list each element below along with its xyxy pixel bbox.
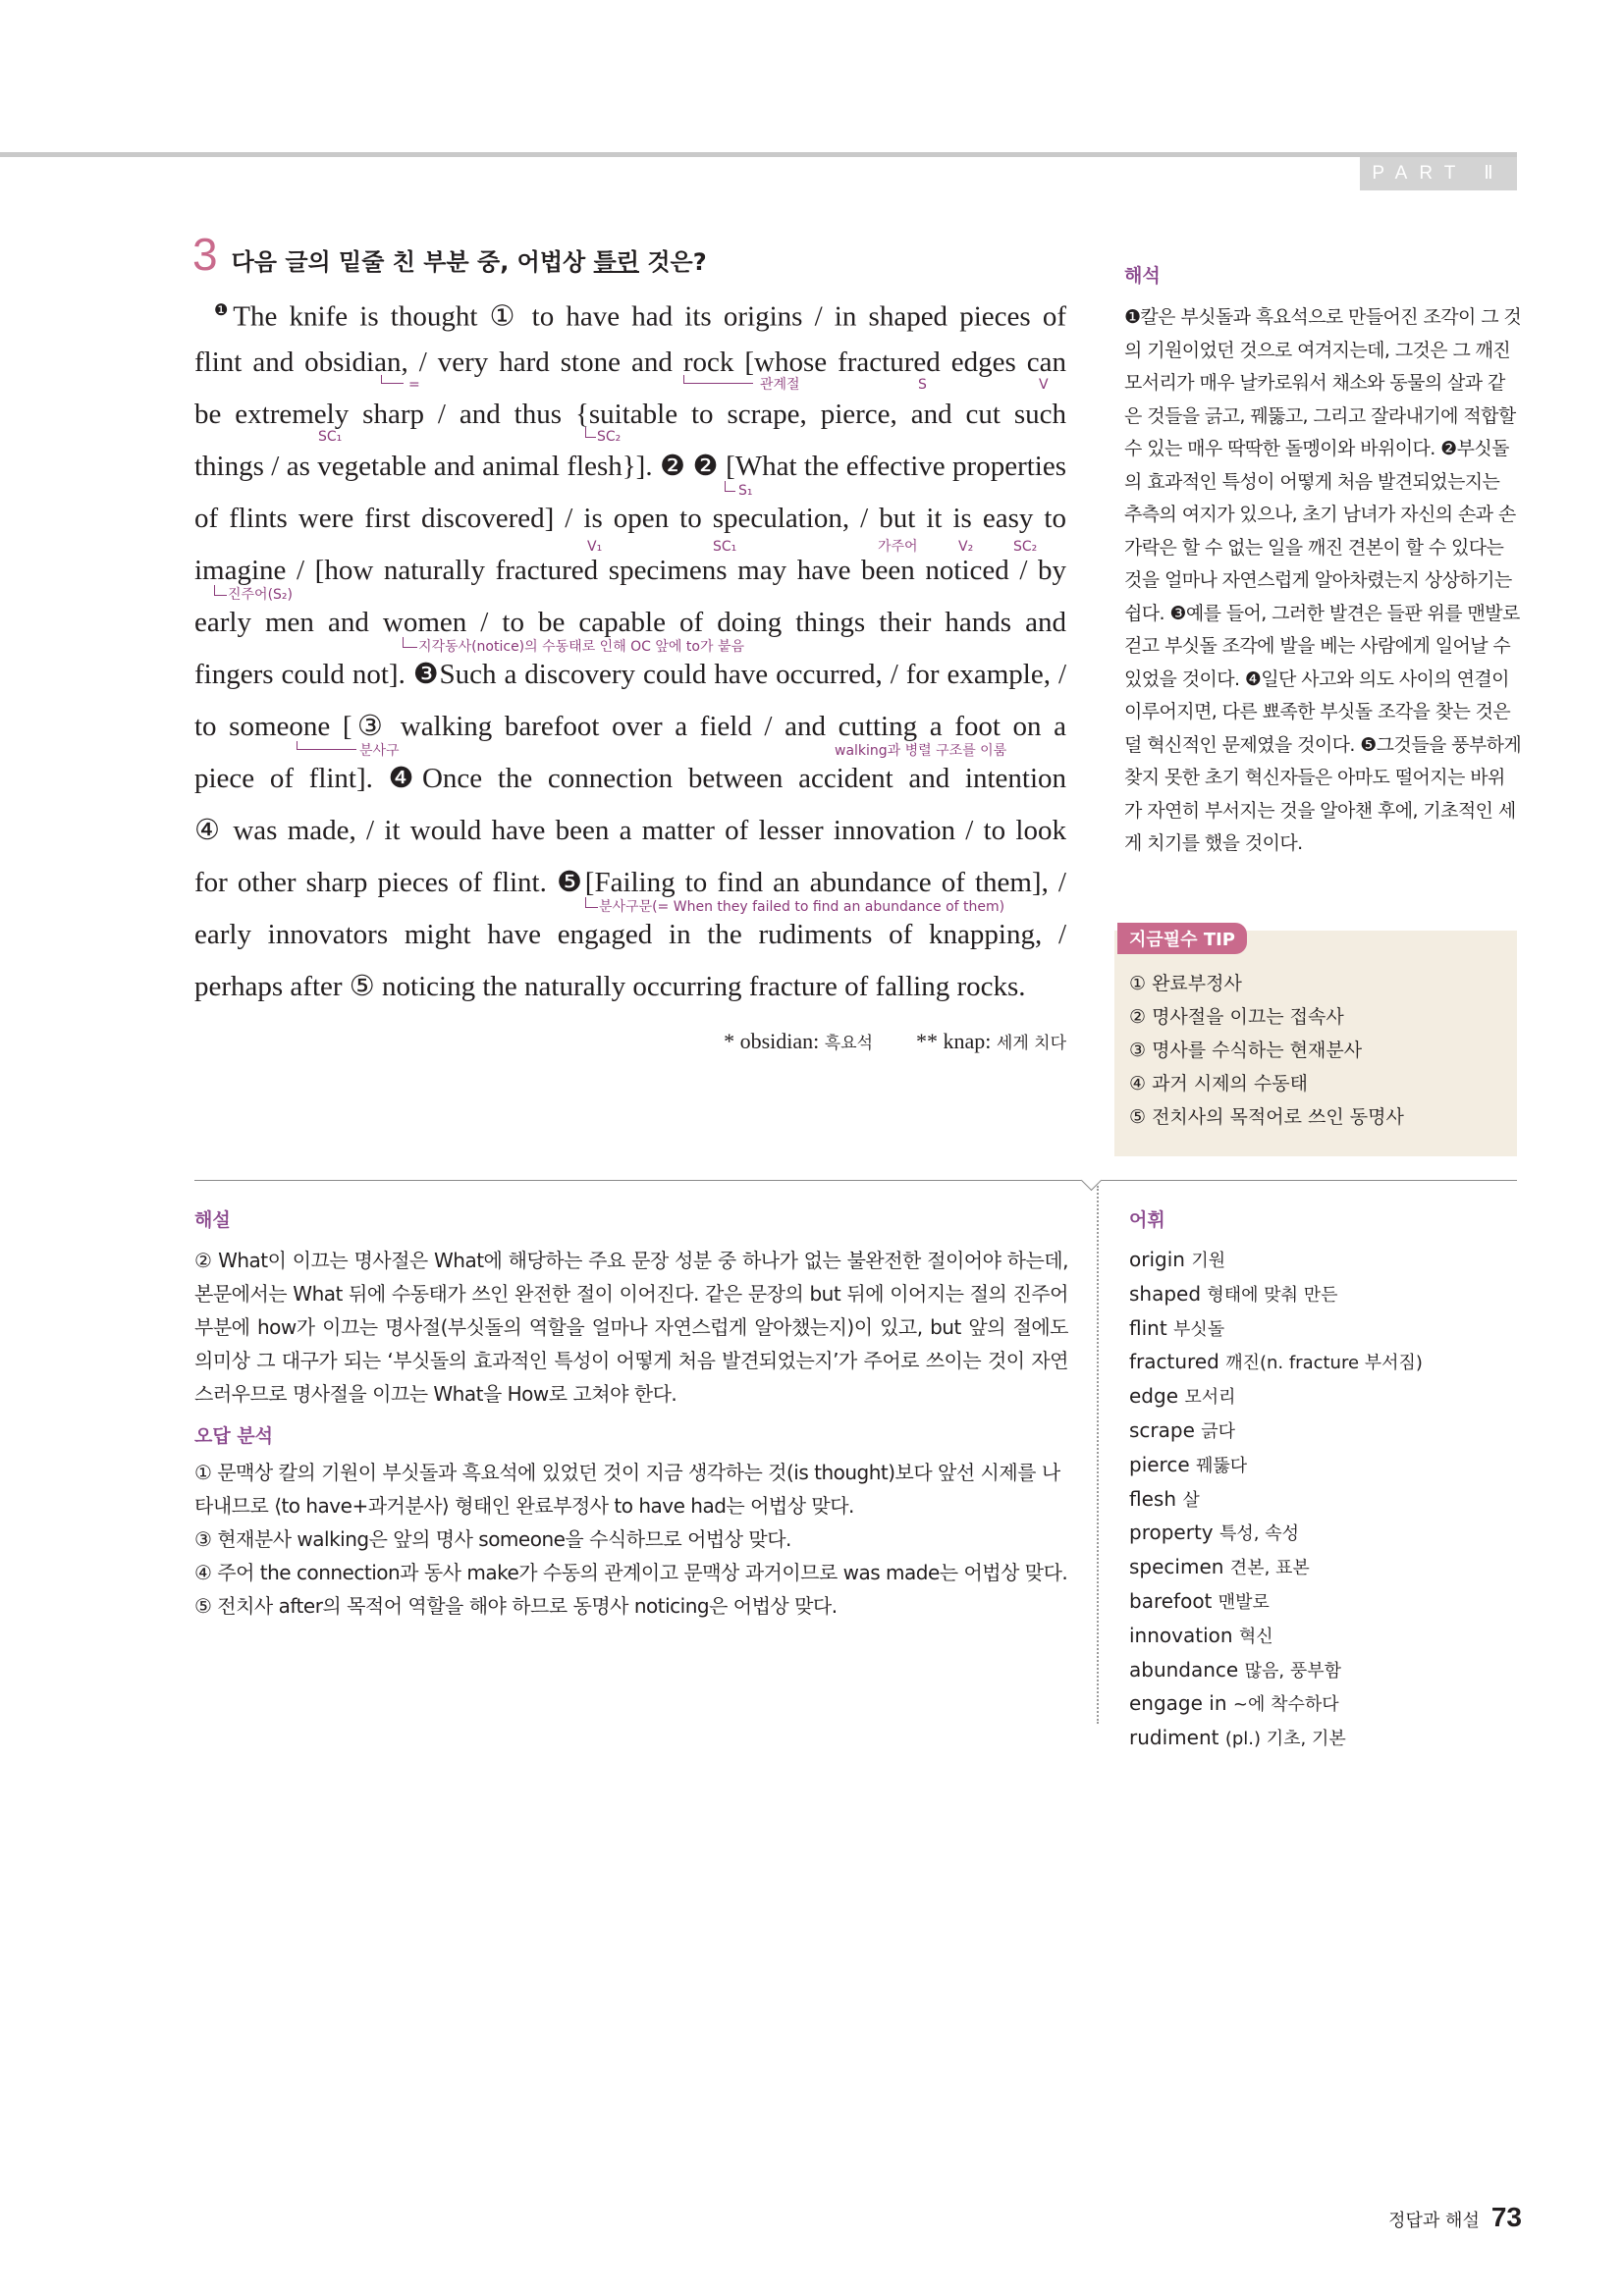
vocab-item: innovation 혁신	[1129, 1623, 1273, 1647]
passage-line-9: to someone [③ walking barefoot over a field / and cutting a foot on a	[194, 711, 1066, 742]
wrong-answers-label: 오답 분석	[194, 1425, 274, 1447]
wrong-answer-item: ③ 현재분사 walking은 앞의 명사 someone을 수식하므로 어법상 맞다.	[194, 1527, 791, 1551]
annotation-fake-subject: 가주어	[878, 539, 918, 555]
annotation-sc1b: SC₁	[713, 539, 737, 555]
passage-line-7: early men and women / to be capable of doing things their hands and	[194, 607, 1066, 638]
wrong-answer-item: ① 문맥상 칼의 기원이 부싯돌과 흑요석에 있었던 것이 지금 생각하는 것(is thought)보다 앞선 시제를 나타내므로 ⟨to have+과거분사⟩ 형태인 완료부정사 to have had는 어법상 맞다.	[194, 1461, 1060, 1518]
footer-label: 정답과 해설	[1388, 2211, 1480, 2231]
vocab-item: flint 부싯돌	[1129, 1315, 1225, 1340]
annotation-bracket	[381, 375, 404, 384]
vocab-item: specimen 견본, 표본	[1129, 1555, 1310, 1579]
part-tab: PART Ⅱ	[1360, 157, 1517, 190]
wrong-answers-section	[194, 1421, 1068, 1623]
passage-line-10: piece of flint]. ❹Once the connection between accident and intention	[194, 763, 1066, 794]
wrong-answer-item: ④ 주어 the connection과 동사 make가 수동의 관계이고 문맥상 과거이므로 was made는 어법상 맞다.	[194, 1561, 1068, 1584]
passage-line-12: for other sharp pieces of flint. ❺[Failing to find an abundance of them], /	[194, 867, 1066, 898]
tip-item: ④ 과거 시제의 수동태	[1129, 1073, 1308, 1095]
annotation-v2: V₂	[958, 539, 974, 555]
passage-line-13: early innovators might have engaged in the rudiments of knapping, /	[194, 919, 1066, 950]
passage-line-6: imagine / [how naturally fractured specimens may have been noticed / by	[194, 555, 1066, 586]
translation-section	[1124, 261, 1522, 861]
annotation-real-subject: 진주어(S₂)	[228, 587, 293, 603]
annotation-sc2b: SC₂	[1013, 539, 1038, 555]
translation-label: 해석	[1124, 265, 1161, 287]
annotation-s: S	[918, 377, 927, 393]
passage-line-5: of flints were first discovered] / is open to speculation, / but it is easy to	[194, 503, 1066, 534]
annotation-s1: S₁	[738, 483, 753, 499]
vocab-item: barefoot 맨발로	[1129, 1588, 1270, 1613]
tip-item: ⑤ 전치사의 목적어로 쓰인 동명사	[1129, 1106, 1404, 1128]
vocab-item: scrape 긁다	[1129, 1417, 1236, 1442]
annotation-equal: =	[408, 377, 420, 393]
wrong-answer-item: ⑤ 전치사 after의 목적어 역할을 해야 하므로 동명사 noticing은 어법상 맞다.	[194, 1594, 838, 1618]
question-prompt: 다음 글의 밑줄 친 부분 중, 어법상 틀린 것은?	[231, 248, 707, 276]
vocab-item: flesh 살	[1129, 1486, 1200, 1511]
vocab-item: property 특성, 속성	[1129, 1521, 1299, 1545]
explanation-section	[194, 1205, 1068, 1411]
annotation-v1: V₁	[587, 539, 603, 555]
wrong-answers-list	[194, 1456, 1068, 1623]
passage-line-2: flint and obsidian, / very hard stone and rock [whose fractured edges can	[194, 347, 1066, 378]
page-footer	[1388, 2202, 1522, 2233]
annotation-bracket	[585, 897, 598, 908]
annotation-bracket	[683, 375, 753, 384]
explanation-label: 해설	[194, 1209, 231, 1231]
vocab-item: engage in ~에 착수하다	[1129, 1691, 1339, 1716]
annotation-rel-clause: 관계절	[760, 377, 800, 393]
tip-item: ② 명사절을 이끄는 접속사	[1129, 1006, 1344, 1028]
annotation-parallel: walking과 병렬 구조를 이룸	[835, 743, 1007, 759]
passage-line-8: fingers could not]. ❸Such a discovery could have occurred, / for example, /	[194, 659, 1066, 690]
vocab-list	[1129, 1244, 1423, 1756]
explanation-body: ② What이 이끄는 명사절은 What에 해당하는 주요 문장 성분 중 하나가 없는 불완전한 절이어야 하는데, 본문에서는 What 뒤에 수동태가 쓰인 완전한 절이 이어진다. 같은 문장의 but 뒤에 이어지는 절의 진주어 부분에 how가 이끄는 명사절(부싯돌의 역할을 얼마나 자연스럽게 알아챘는지)이 있고, but 앞의 절에도 의미상 그 대구가 되는 ‘부싯돌의 효과적인 특성이 어떻게 처음 발견되었는지’가 주어로 쓰이는 것이 자연스러우므로 명사절을 이끄는 What을 How로 고쳐야 한다.	[194, 1249, 1068, 1406]
annotation-sc2: SC₂	[597, 429, 622, 445]
vocab-label: 어휘	[1129, 1209, 1165, 1231]
vocab-item: abundance 많음, 풍부함	[1129, 1657, 1341, 1682]
top-rule	[0, 152, 1517, 157]
column-separator	[1097, 1186, 1099, 1724]
tip-list	[1129, 967, 1404, 1134]
question-header	[192, 228, 707, 281]
tip-label: 지금필수 TIP	[1117, 923, 1247, 954]
vocab-item: shaped 형태에 맞춰 만든	[1129, 1281, 1338, 1306]
annotation-bracket	[214, 585, 227, 596]
annotation-bracket	[403, 637, 417, 648]
passage-line-3: be extremely sharp / and thus {suitable to scrape, pierce, and cut such	[194, 399, 1066, 430]
question-number: 3	[192, 229, 218, 280]
translation-body: ❶칼은 부싯돌과 흑요석으로 만들어진 조각이 그 것의 기원이었던 것으로 여겨지는데, 그것은 그 깨진 모서리가 매우 날카로워서 채소와 동물의 살과 같은 것들을 긁고, 꿰뚫고, 그리고 잘라내기에 적합할 수 있는 매우 딱딱한 돌멩이와 바위이다. ❷부싯돌의 효과적인 특성이 어떻게 처음 발견되었는지는 추측의 여지가 있으나, 초기 남녀가 자신의 손과 손가락은 할 수 없는 일을 깨진 견본이 할 수 있다는 것을 얼마나 자연스럽게 알아차렸는지 상상하기는 쉽다. ❸예를 들어, 그러한 발견은 들판 위를 맨발로 걷고 부싯돌 조각에 발을 베는 사람에게 일어날 수 있었을 것이다. ❹일단 사고와 의도 사이의 연결이 이루어지면, 다른 뾰족한 부싯돌 조각을 찾는 것은 덜 혁신적인 문제였을 것이다. ❺그것들을 풍부하게 찾지 못한 초기 혁신자들은 아마도 떨어지는 바위가 자연히 부서지는 것을 알아챈 후에, 기초적인 세게 치기를 했을 것이다.	[1124, 306, 1522, 854]
tip-item: ③ 명사를 수식하는 현재분사	[1129, 1040, 1363, 1061]
page-number: 73	[1490, 2202, 1522, 2232]
annotation-bracket	[585, 427, 596, 438]
vocab-item: edge 모서리	[1129, 1384, 1236, 1409]
vocab-item: pierce 꿰뚫다	[1129, 1452, 1248, 1476]
annotation-perception-verb: 지각동사(notice)의 수동태로 인해 OC 앞에 to가 붙음	[418, 639, 744, 655]
vocab-item: rudiment (pl.) 기초, 기본	[1129, 1726, 1346, 1750]
vocab-item: origin 기원	[1129, 1248, 1226, 1271]
section-divider	[194, 1180, 1517, 1181]
annotation-v: V	[1039, 377, 1049, 393]
annotation-sc1: SC₁	[318, 429, 343, 445]
annotation-bracket	[297, 741, 356, 750]
vocab-item: fractured 깨진(n. fracture 부서짐)	[1129, 1350, 1423, 1374]
annotation-participle-clause: 분사구문(= When they failed to find an abundance of them)	[599, 899, 1005, 915]
passage-line-1: $^❶$The knife is thought ① to have had its origins / in shaped pieces of	[214, 300, 1067, 333]
annotation-bracket	[725, 481, 735, 492]
footnotes: * obsidian: 흑요석 ** knap: 세게 치다	[724, 1029, 1066, 1053]
passage-line-14: perhaps after ⑤ noticing the naturally occurring fracture of falling rocks.	[194, 971, 1026, 1002]
passage-line-11: ④ was made, / it would have been a matter of lesser innovation / to look	[194, 815, 1066, 846]
vocab-section	[1129, 1205, 1423, 1756]
tip-item: ① 완료부정사	[1129, 973, 1242, 994]
prompt-emphasis: 틀린	[593, 248, 639, 276]
annotation-participle-phrase: 분사구	[359, 743, 400, 759]
passage-line-4: things / as vegetable and animal flesh}]. ❷ ❷ [What the effective properties	[194, 451, 1066, 482]
